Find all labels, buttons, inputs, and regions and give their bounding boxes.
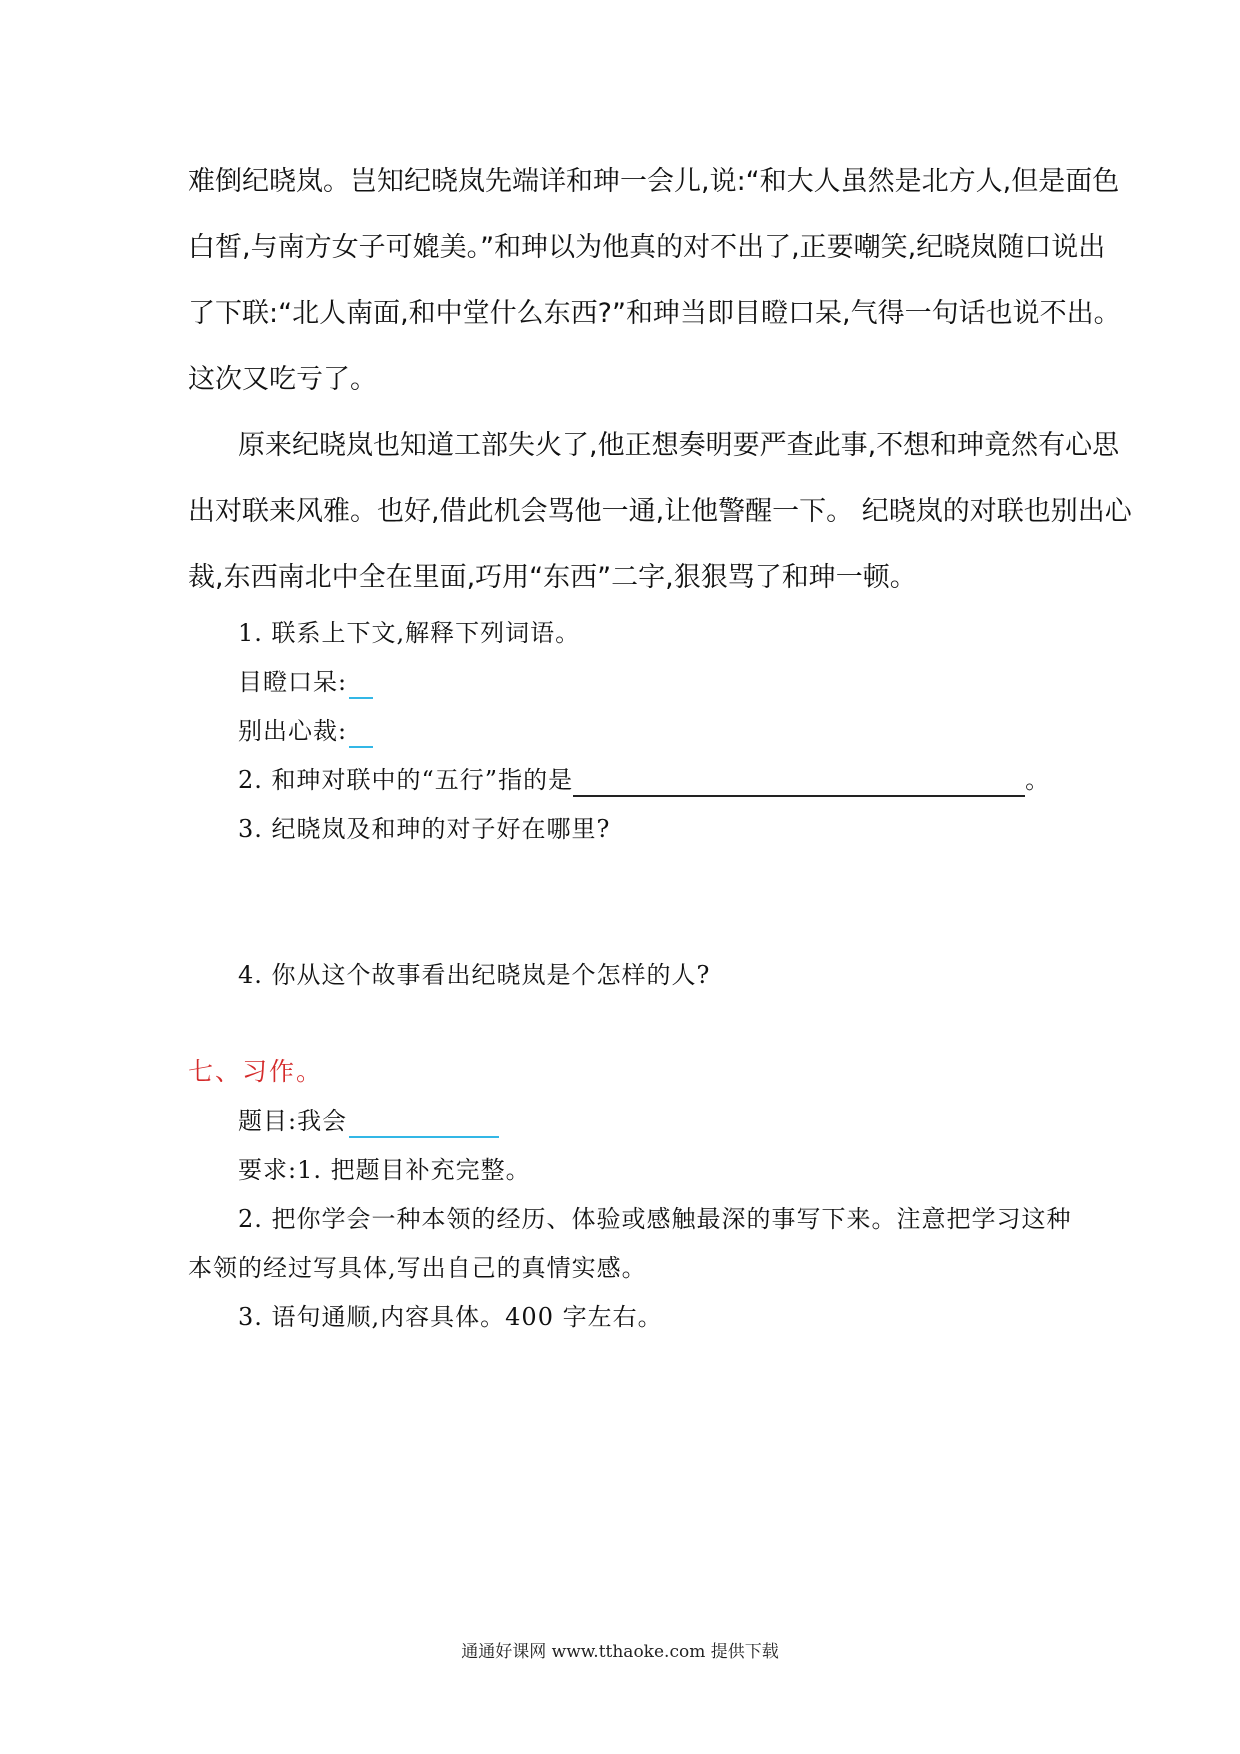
composition-requirement-2-cont: 本领的经过写具体,写出自己的真情实感。 bbox=[188, 1254, 647, 1282]
composition-requirement-1: 要求:1. 把题目补充完整。 bbox=[238, 1156, 531, 1184]
story-line: 裁,东西南北中全在里面,巧用“东西”二字,狠狠骂了和珅一顿。 bbox=[188, 562, 917, 593]
answer-blank-1b[interactable] bbox=[349, 720, 373, 748]
question-1a-label: 目瞪口呆: bbox=[238, 668, 348, 696]
story-line: 难倒纪晓岚。岂知纪晓岚先端详和珅一会儿,说:“和大人虽然是北方人,但是面色 bbox=[188, 166, 1120, 197]
question-2 bbox=[238, 763, 1050, 797]
composition-topic-label: 题目:我会 bbox=[238, 1107, 348, 1135]
question-1b-label: 别出心裁: bbox=[238, 717, 348, 745]
composition-requirement-2: 2. 把你学会一种本领的经历、体验或感触最深的事写下来。注意把学习这种 bbox=[238, 1205, 1072, 1233]
answer-blank-2[interactable] bbox=[573, 769, 1025, 797]
question-3: 3. 纪晓岚及和珅的对子好在哪里? bbox=[238, 815, 611, 843]
question-1a bbox=[238, 665, 373, 699]
question-2-suffix: 。 bbox=[1025, 766, 1051, 794]
story-line: 出对联来风雅。也好,借此机会骂他一通,让他警醒一下。 纪晓岚的对联也别出心 bbox=[188, 496, 1132, 527]
composition-requirement-3: 3. 语句通顺,内容具体。400 字左右。 bbox=[238, 1303, 663, 1331]
question-1: 1. 联系上下文,解释下列词语。 bbox=[238, 619, 581, 647]
story-line: 这次又吃亏了。 bbox=[188, 364, 377, 395]
story-line: 白皙,与南方女子可媲美。”和珅以为他真的对不出了,正要嘲笑,纪晓岚随口说出 bbox=[188, 232, 1106, 263]
question-4: 4. 你从这个故事看出纪晓岚是个怎样的人? bbox=[238, 961, 711, 989]
section-title-composition: 七、习作。 bbox=[188, 1057, 324, 1086]
story-line: 原来纪晓岚也知道工部失火了,他正想奏明要严查此事,不想和珅竟然有心思 bbox=[238, 430, 1120, 461]
question-2-prefix: 2. 和珅对联中的“五行”指的是 bbox=[238, 766, 574, 794]
composition-topic bbox=[238, 1104, 499, 1138]
story-line: 了下联:“北人南面,和中堂什么东西?”和珅当即目瞪口呆,气得一句话也说不出。 bbox=[188, 298, 1121, 329]
answer-blank-1a[interactable] bbox=[349, 671, 373, 699]
question-1b bbox=[238, 714, 373, 748]
footer-credit: 通通好课网 www.tthaoke.com 提供下载 bbox=[461, 1642, 779, 1662]
topic-blank[interactable] bbox=[349, 1110, 499, 1138]
